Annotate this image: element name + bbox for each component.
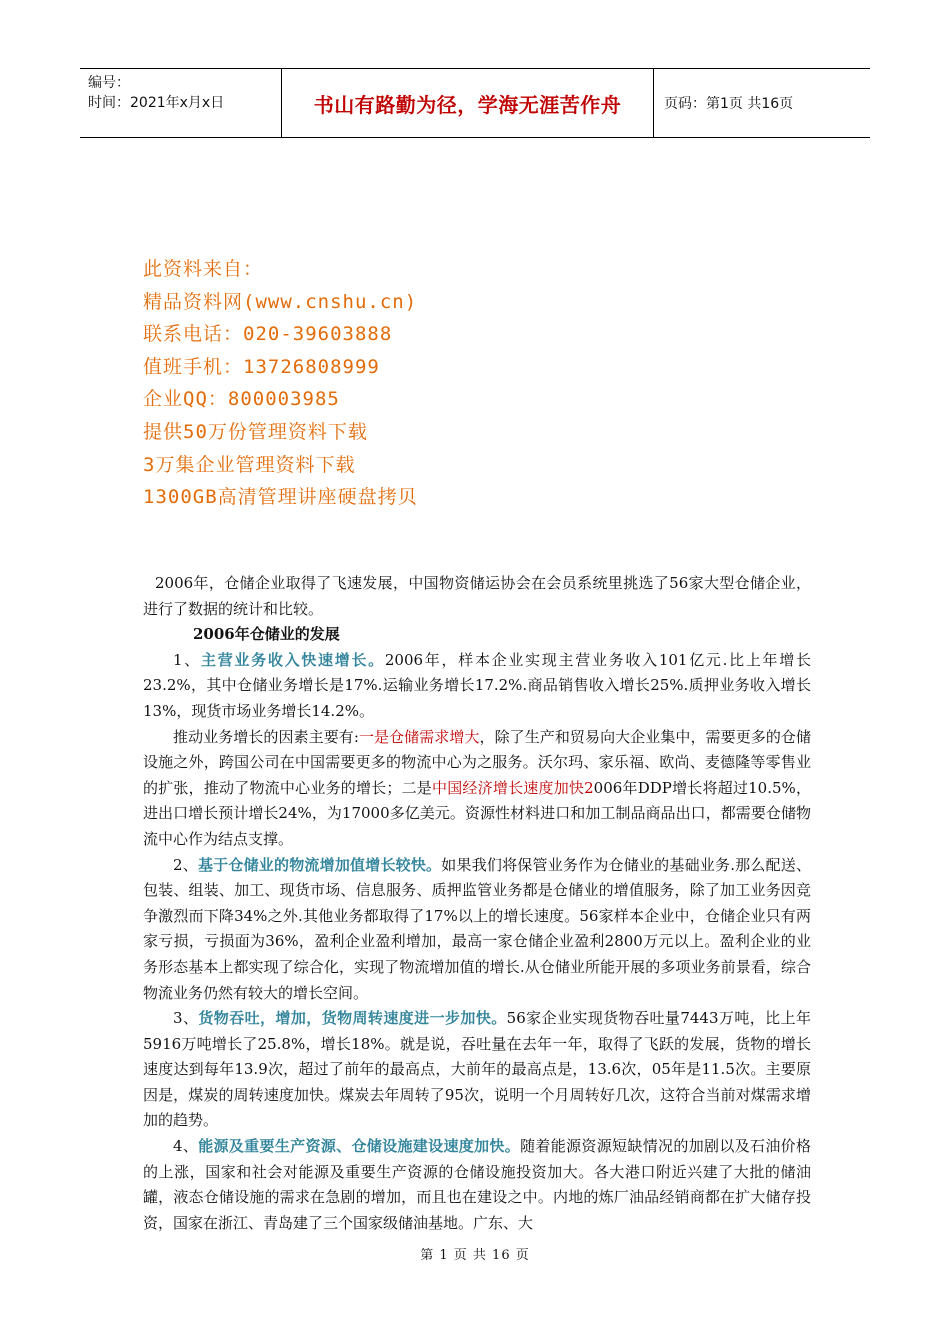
paragraph-text: 推动业务增长的因素主要有: <box>173 727 359 746</box>
paragraph-text: 006年DDP增长将超过10.5%，进出口增长预计增长24%，为17000多亿美元。资源性材料进口和加工制品商品出口，都需要仓储物流中心作为结点支撑。 <box>143 778 811 848</box>
paragraph-1 <box>143 648 811 725</box>
item-heading: 能源及重要生产资源、仓储设施建设速度加快。 <box>198 1137 521 1156</box>
item-number: 2、 <box>173 855 198 874</box>
item-text: 56家企业实现货物吞吐量7443万吨，比上年5916万吨增长了25.8%，增长18%。就是说，吞吐量在去年一年，取得了飞跃的发展，货物的增长速度达到每年13.9次，超过了前年的最高点，大前年的最高点是，13.6次，05年是11.5次。主要原因是，煤炭的周转速度加快。煤炭去年周转了95次，说明一个月周转好几次，这符合当前对煤需求增加的趋势。 <box>143 1009 811 1130</box>
header-page-info: 页码：第1页 共16页 <box>664 96 794 112</box>
page-footer: 第 1 页 共 16 页 <box>420 1248 530 1263</box>
item-number: 4、 <box>173 1137 199 1156</box>
paragraph-5 <box>143 1134 811 1236</box>
header-motto: 书山有路勤为径，学海无涯苦作舟 <box>282 69 654 137</box>
source-info-block <box>143 253 418 514</box>
intro-paragraph: 2006年，仓储企业取得了飞速发展，中国物资储运协会在会员系统里挑选了56家大型仓储企业，进行了数据的统计和比较。 <box>143 574 811 618</box>
source-line: 值班手机：13726808999 <box>143 355 380 378</box>
source-line: 精品资料网(www.cnshu.cn) <box>143 290 418 313</box>
paragraph-2 <box>143 725 811 853</box>
section-title: 2006年仓储业的发展 <box>193 625 340 644</box>
item-text: 2006年，样本企业实现主营业务收入101亿元.比上年增长23.2%，其中仓储业务增长是17%.运输业务增长17.2%.商品销售收入增长25%.质押业务收入增长13%，现货市场业务增长14.2%。 <box>143 650 811 720</box>
paragraph-3 <box>143 853 811 1007</box>
item-heading: 基于仓储业的物流增加值增长较快。 <box>197 855 442 874</box>
item-heading: 货物吞吐，增加，货物周转速度进一步加快。 <box>198 1009 507 1028</box>
source-line: 企业QQ：800003985 <box>143 388 340 411</box>
item-number: 1、 <box>173 650 201 669</box>
source-line: 1300GB高清管理讲座硬盘拷贝 <box>143 486 418 509</box>
item-text: 随着能源资源短缺情况的加剧以及石油价格的上涨，国家和社会对能源及重要生产资源的仓储设施投资加大。各大港口附近兴建了大批的储油罐，液态仓储设施的需求在急剧的增加，而且也在建设之中。内地的炼厂油品经销商都在扩大储存投资，国家在浙江、青岛建了三个国家级储油基地。广东、大 <box>143 1137 811 1232</box>
highlight-text: 中国经济增长速度加快2 <box>432 778 594 797</box>
source-line: 3万集企业管理资料下载 <box>143 453 356 476</box>
document-time-label: 时间：2021年x月x日 <box>88 95 225 111</box>
source-line: 此资料来自： <box>143 258 264 280</box>
highlight-text: 一是仓储需求增大 <box>358 727 480 746</box>
paragraph-4 <box>143 1006 811 1134</box>
item-heading: 主营业务收入快速增长。 <box>200 650 385 669</box>
source-line: 联系电话：020-39603888 <box>143 323 393 346</box>
source-line: 提供50万份管理资料下载 <box>143 420 368 443</box>
document-body <box>143 571 811 1236</box>
paragraph-text: ，除了生产和贸易向大企业集中，需要更多的仓储设施之外，跨国公司在中国需要更多的物流中心为之服务。沃尔玛、家乐福、欧尚、麦德隆等零售业的扩张，推动了物流中心业务的增长；二是 <box>143 727 811 797</box>
document-number-label: 编号： <box>88 75 130 91</box>
page-header <box>80 68 870 138</box>
header-meta-cell <box>80 69 282 137</box>
item-number: 3、 <box>173 1009 199 1028</box>
item-text: 如果我们将保管业务作为仓储业的基础业务.那么配送、包装、组装、加工、现货市场、信息服务、质押监管业务都是仓储业的增值服务，除了加工业务因竞争激烈而下降34%之外.其他业务都取得了17%以上的增长速度。56家样本企业中，仓储企业只有两家亏损，亏损面为36%，盈利企业盈利增加，最高一家仓储企业盈利2800万元以上。盈利企业的业务形态基本上都实现了综合化，实现了物流增加值的增长.从仓储业所能开展的多项业务前景看，综合物流业务仍然有较大的增长空间。 <box>143 855 811 1002</box>
